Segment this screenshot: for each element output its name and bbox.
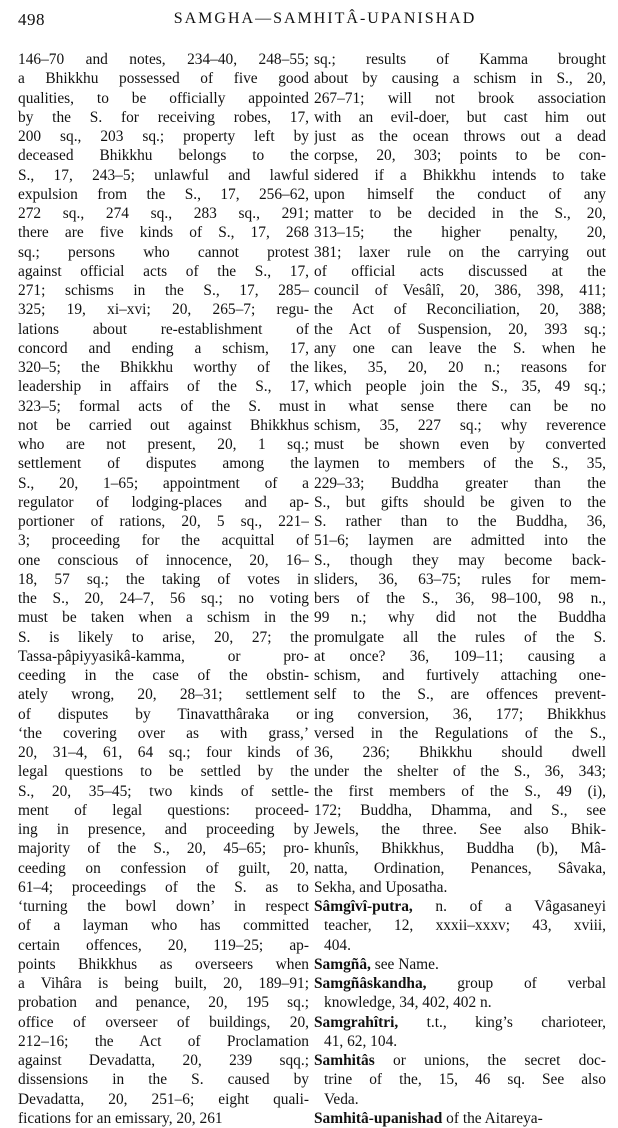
- index-line: matter to be decided in the S., 20,: [314, 205, 606, 222]
- index-line: schism, 35, 227 sq.; why reverence: [314, 416, 606, 434]
- index-line: ment of legal questions: proceed-: [18, 801, 309, 819]
- right-column: [314, 50, 606, 1128]
- index-line: settlement of disputes among the: [18, 455, 309, 473]
- index-line: 272 sq., 274 sq., 283 sq., 291;: [18, 205, 309, 222]
- index-line: ately wrong, 20, 28–31; settlement: [18, 686, 309, 704]
- entry-text: group of verbal: [426, 975, 606, 992]
- index-line: the Act of Suspension, 20, 393 sq.;: [314, 320, 606, 338]
- index-line: lations about re-establishment of: [18, 320, 309, 338]
- index-line: probation and penance, 20, 195 sq.;: [18, 994, 309, 1012]
- index-line: natta, Ordination, Penances, Sâvaka,: [314, 859, 606, 877]
- index-line: 99 n.; why did not the Buddha: [314, 609, 606, 627]
- entry-headword: Samgñâskandha,: [314, 975, 427, 992]
- index-line: 36, 236; Bhikkhu should dwell: [314, 744, 606, 761]
- index-line: sq.; persons who cannot protest: [18, 243, 309, 261]
- index-line: under the shelter of the S., 36, 343;: [314, 763, 606, 781]
- index-line: office of overseer of buildings, 20,: [18, 1013, 309, 1031]
- index-line: promulgate all the rules of the S.: [314, 628, 606, 646]
- index-entry: [314, 1013, 606, 1032]
- index-line: a Vihâra is being built, 20, 189–91;: [18, 975, 309, 992]
- index-line: likes, 35, 20, 20 n.; reasons for: [314, 359, 606, 376]
- index-line: schism, and furtively attaching one-: [314, 667, 606, 684]
- index-line: just as the ocean throws out a dead: [314, 128, 606, 145]
- entry-headword: Samhitâ-upanishad: [314, 1109, 443, 1127]
- index-entry-continuation: 41, 62, 104.: [324, 1032, 398, 1050]
- index-line: 51–6; laymen are admitted into the: [314, 532, 606, 550]
- index-line: against official acts of the S., 17,: [18, 262, 309, 280]
- index-line: ing in presence, and proceeding by: [18, 821, 309, 838]
- index-line: any one can leave the S. when he: [314, 339, 606, 357]
- entry-headword: Samhitâs: [314, 1052, 375, 1069]
- index-line: 200 sq., 203 sq.; property left by: [18, 128, 309, 145]
- index-line: there are five kinds of S., 17, 268: [18, 224, 309, 242]
- entry-headword: Sâmgîvî-putra,: [314, 898, 413, 915]
- index-line: 381; laxer rule on the carrying out: [314, 243, 606, 261]
- index-line: S. rather than to the Buddha, 36,: [314, 513, 606, 530]
- index-line: sidered if a Bhikkhu intends to take: [314, 166, 606, 184]
- index-line: a Bhikkhu possessed of five good: [18, 70, 309, 88]
- index-entry: [314, 955, 606, 974]
- index-line: in what sense there can be no: [314, 397, 606, 415]
- index-line: Tassa-pâpiyyasikâ-kamma, or pro-: [18, 647, 309, 665]
- index-line: sq.; results of Kamma brought: [314, 51, 606, 68]
- index-entry: [314, 1051, 606, 1070]
- index-line: 61–4; proceedings of the S. as to: [18, 878, 309, 896]
- index-line: 325; 19, xi–xvi; 20, 265–7; regu-: [18, 301, 309, 319]
- index-entry: [314, 974, 606, 993]
- index-line: 212–16; the Act of Proclamation: [18, 1032, 309, 1050]
- index-entry: [314, 897, 606, 916]
- index-line: 313–15; the higher penalty, 20,: [314, 224, 606, 242]
- index-line: of official acts discussed at the: [314, 262, 606, 280]
- index-line: by the S. for receiving robes, 17,: [18, 108, 309, 126]
- entry-text: t.t., king’s charioteer,: [398, 1013, 606, 1031]
- index-entry-continuation: knowledge, 34, 402, 402 n.: [324, 994, 492, 1012]
- index-line: Devadatta, 20, 251–6; eight quali-: [18, 1090, 309, 1108]
- index-line: laymen to members of the S., 35,: [314, 455, 606, 473]
- entry-headword: Samgñâ,: [314, 955, 371, 973]
- index-line: khunîs, Bhikkhus, Buddha (b), Mâ-: [314, 840, 606, 858]
- index-line: portioner of rations, 20, 5 sq., 221–: [18, 513, 309, 530]
- index-line: expulsion from the S., 17, 256–62,: [18, 185, 309, 203]
- index-line: 271; schisms in the S., 17, 285–: [18, 282, 309, 299]
- index-line: 3; proceeding for the acquittal of: [18, 532, 309, 550]
- index-line: S., though they may become back-: [314, 551, 606, 569]
- index-line: ‘turning the bowl down’ in respect: [18, 898, 309, 915]
- index-line: of a layman who has committed: [18, 917, 309, 935]
- index-line: 320–5; the Bhikkhu worthy of the: [18, 359, 309, 376]
- index-line: dissensions in the S. caused by: [18, 1071, 309, 1089]
- index-line: S., 17, 243–5; unlawful and lawful: [18, 166, 309, 184]
- index-entry-continuation: 404.: [324, 936, 351, 954]
- index-line: S. is likely to arise, 20, 27; the: [18, 628, 309, 646]
- page-header: [18, 6, 602, 34]
- index-line: 146–70 and notes, 234–40, 248–55;: [18, 51, 309, 68]
- index-line: 229–33; Buddha greater than the: [314, 474, 606, 492]
- index-entry-continuation: teacher, 12, xxxii–xxxv; 43, xviii,: [324, 917, 606, 935]
- index-line: must be taken when a schism in the: [18, 609, 309, 627]
- entry-headword: Samgrahîtri,: [314, 1013, 399, 1031]
- index-line: S., 20, 35–45; two kinds of settle-: [18, 782, 309, 800]
- index-line: certain offences, 20, 119–25; ap-: [18, 936, 309, 954]
- index-line: 172; Buddha, Dhamma, and S., see: [314, 801, 606, 819]
- index-line: about by causing a schism in S., 20,: [314, 70, 606, 88]
- index-line: fications for an emissary, 20, 261: [18, 1109, 223, 1127]
- index-line: 18, 57 sq.; the taking of votes in: [18, 570, 309, 588]
- entry-text: of the Aitareya-: [442, 1109, 543, 1127]
- left-column: [18, 50, 309, 1128]
- index-line: S., but gifts should be given to the: [314, 493, 606, 511]
- index-line: Jewels, the three. See also Bhik-: [314, 821, 606, 838]
- entry-text: or unions, the secret doc-: [374, 1052, 606, 1069]
- index-line: self to the S., are offences prevent-: [314, 686, 606, 704]
- page-number: 498: [18, 10, 45, 29]
- index-line: the S., 20, 24–7, 56 sq.; no voting: [18, 590, 309, 607]
- index-line: corpse, 20, 303; points to be con-: [314, 147, 606, 165]
- index-line: ing conversion, 36, 177; Bhikkhus: [314, 705, 606, 723]
- index-line: sliders, 36, 63–75; rules for mem-: [314, 570, 606, 588]
- index-entry-continuation: Veda.: [324, 1090, 359, 1108]
- index-line: ceeding on confession of guilt, 20,: [18, 859, 309, 877]
- index-line: Sekha, and Uposatha.: [314, 878, 448, 896]
- index-line: majority of the S., 20, 45–65; pro-: [18, 840, 309, 858]
- index-line: one conscious of innocence, 20, 16–: [18, 551, 309, 569]
- index-line: with an evil-doer, but cast him out: [314, 108, 606, 126]
- index-line: at once? 36, 109–11; causing a: [314, 647, 606, 665]
- index-line: S., 20, 1–65; appointment of a: [18, 474, 309, 492]
- index-line: leadership in affairs of the S., 17,: [18, 378, 309, 396]
- index-line: must be shown even by converted: [314, 436, 606, 453]
- index-entry-continuation: trine of the, 15, 46 sq. See also: [324, 1071, 606, 1089]
- index-line: of disputes by Tinavatthâraka or: [18, 705, 309, 723]
- entry-text: see Name.: [370, 955, 439, 973]
- index-line: 20, 31–4, 61, 64 sq.; four kinds of: [18, 744, 309, 761]
- index-entry: [314, 1109, 606, 1128]
- index-line: legal questions to be settled by the: [18, 763, 309, 781]
- index-line: which people join the S., 35, 49 sq.;: [314, 378, 606, 396]
- index-line: upon himself the conduct of any: [314, 185, 606, 203]
- index-line: ceeding in the case of the obstin-: [18, 667, 309, 684]
- index-line: 267–71; will not brook association: [314, 89, 606, 107]
- index-line: deceased Bhikkhu belongs to the: [18, 147, 309, 165]
- index-line: bers of the S., 36, 98–100, 98 n.,: [314, 590, 606, 607]
- index-line: points Bhikkhus as overseers when: [18, 955, 309, 973]
- index-line: regulator of lodging-places and ap-: [18, 493, 309, 511]
- index-line: council of Vesâlî, 20, 386, 398, 411;: [314, 282, 606, 299]
- entry-text: n. of a Vâgasaneyi: [412, 898, 606, 915]
- index-line: 323–5; formal acts of the S. must: [18, 397, 309, 415]
- index-line: the Act of Reconciliation, 20, 388;: [314, 301, 606, 319]
- index-line: ‘the covering over as with grass,’: [18, 724, 309, 742]
- index-line: qualities, to be officially appointed: [18, 89, 309, 107]
- index-line: the first members of the S., 49 (i),: [314, 782, 606, 800]
- index-line: who are not present, 20, 1 sq.;: [18, 436, 309, 453]
- index-line: against Devadatta, 20, 239 sqq.;: [18, 1052, 309, 1069]
- running-head: SAMGHA—SAMHITÂ-UPANISHAD: [173, 10, 477, 27]
- index-line: not be carried out against Bhikkhus: [18, 416, 309, 434]
- index-line: concord and ending a schism, 17,: [18, 339, 309, 357]
- index-line: versed in the Regulations of the S.,: [314, 724, 606, 742]
